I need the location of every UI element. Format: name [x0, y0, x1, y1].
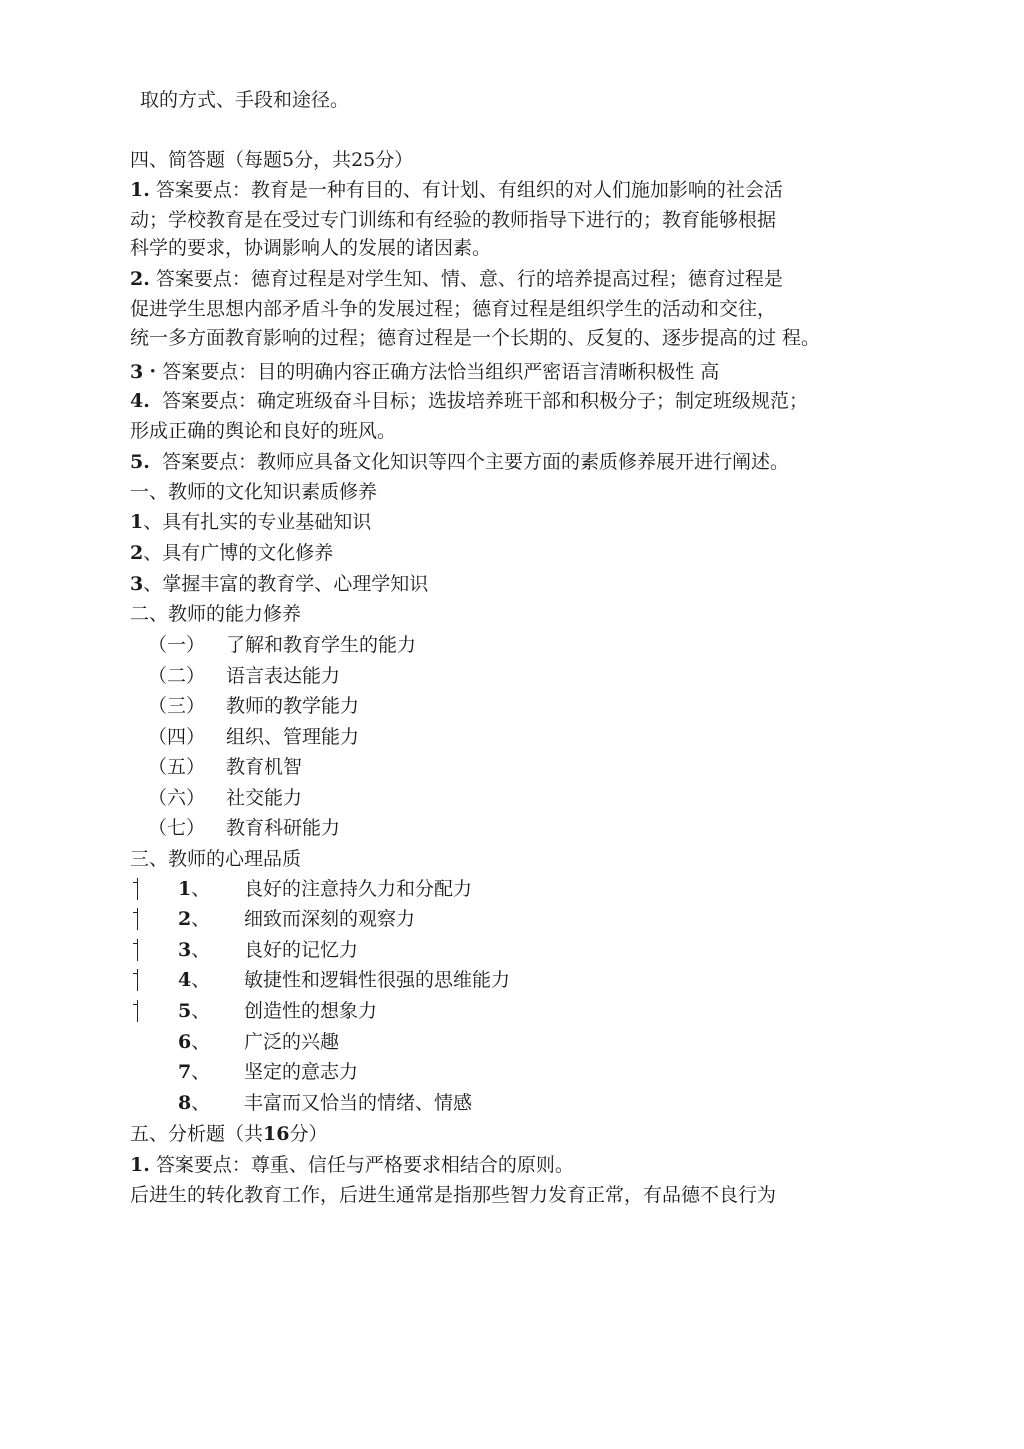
part-title: 一、教师的文化知识素质修养: [130, 481, 378, 503]
ability-mark: （三）: [148, 695, 206, 717]
list-item: [130, 510, 371, 534]
item-number: 5.: [130, 451, 150, 473]
ability-mark: （二）: [148, 665, 206, 687]
ability-text: 教育机智: [226, 756, 303, 778]
quality-number: 7、: [178, 1061, 211, 1083]
answer-text: 答案要点：教师应具备文化知识等四个主要方面的素质修养展开进行阐述。: [161, 451, 789, 473]
text-line: 取的方式、手段和途径。: [140, 89, 350, 111]
quality-number: 5、: [178, 1000, 211, 1022]
quality-number: 1、: [178, 878, 211, 900]
ability-mark: （四）: [148, 726, 206, 748]
ability-text: 教师的教学能力: [226, 695, 360, 717]
ability-text: 组织、管理能力: [226, 726, 360, 748]
quality-text: 良好的注意持久力和分配力: [244, 878, 473, 900]
quality-text: 良好的记忆力: [244, 939, 359, 961]
answer-line: 促进学生思想内部矛盾斗争的发展过程；德育过程是组织学生的活动和交往，: [130, 298, 777, 320]
quality-text: 坚定的意志力: [244, 1061, 359, 1083]
item-number: 4.: [130, 390, 150, 412]
answer-line: 后进生的转化教育工作，后进生通常是指那些智力发育正常，有品德不良行为: [130, 1184, 777, 1206]
quality-number: 8、: [178, 1092, 211, 1114]
answer-line: [130, 360, 719, 384]
answer-text: 答案要点：德育过程是对学生知、情、意、行的培养提高过程；德育过程是: [155, 268, 783, 290]
bracket-mark-icon: [133, 969, 143, 991]
answer-line: [130, 1153, 574, 1177]
quality-text: 广泛的兴趣: [244, 1031, 340, 1053]
part-title: 二、教师的能力修养: [130, 603, 302, 625]
ability-text: 教育科研能力: [226, 817, 341, 839]
item-number: 1.: [130, 179, 150, 201]
item-text: 、掌握丰富的教育学、心理学知识: [143, 573, 429, 595]
answer-text: 答案要点：尊重、信任与严格要求相结合的原则。: [155, 1154, 574, 1176]
quality-number: 4、: [178, 969, 211, 991]
item-number: 1.: [130, 1154, 150, 1176]
bracket-mark-icon: [133, 908, 143, 930]
quality-number: 6、: [178, 1031, 211, 1053]
answer-line: [130, 267, 783, 291]
answer-line: 统一多方面教育影响的过程；德育过程是一个长期的、反复的、逐步提高的过 程。: [130, 327, 821, 349]
section-title: 四、简答题（每题5分，共25分）: [130, 149, 414, 171]
item-text: 、具有扎实的专业基础知识: [143, 511, 372, 533]
ability-text: 了解和教育学生的能力: [226, 634, 417, 656]
answer-text: 答案要点：教育是一种有目的、有计划、有组织的对人们施加影响的社会活: [155, 179, 783, 201]
bracket-mark-icon: [133, 878, 143, 900]
answer-line: 动；学校教育是在受过专门训练和有经验的教师指导下进行的；教育能够根据: [130, 209, 777, 231]
answer-line: [130, 178, 783, 202]
answer-line: [130, 450, 789, 474]
list-item: [130, 572, 428, 596]
item-number: 2.: [130, 268, 150, 290]
quality-text: 细致而深刻的观察力: [244, 908, 416, 930]
quality-text: 创造性的想象力: [244, 1000, 378, 1022]
ability-mark: （五）: [148, 756, 206, 778]
part-title: 三、教师的心理品质: [130, 848, 302, 870]
quality-number: 2、: [178, 908, 211, 930]
item-number: 1: [130, 511, 144, 533]
answer-line: [130, 389, 808, 413]
item-number: 3: [130, 573, 144, 595]
ability-text: 语言表达能力: [226, 665, 341, 687]
ability-text: 社交能力: [226, 787, 303, 809]
ability-mark: （一）: [148, 634, 206, 656]
bracket-mark-icon: [133, 939, 143, 961]
item-number: 2: [130, 542, 144, 564]
answer-line: 形成正确的舆论和良好的班风。: [130, 420, 397, 442]
ability-mark: （七）: [148, 817, 206, 839]
item-text: 、具有广博的文化修养: [143, 542, 334, 564]
ability-mark: （六）: [148, 787, 206, 809]
item-number: 3: [130, 361, 144, 383]
answer-text: 答案要点：确定班级奋斗目标；选拔培养班干部和积极分子；制定班级规范；: [161, 390, 808, 412]
quality-number: 3、: [178, 939, 211, 961]
answer-text: ・答案要点：目的明确内容正确方法恰当组织严密语言清晰积极性 高: [143, 361, 720, 383]
section-title: 五、分析题（共16分）: [130, 1123, 328, 1145]
quality-text: 丰富而又恰当的情绪、情感: [244, 1092, 473, 1114]
bracket-mark-icon: [133, 1000, 143, 1022]
list-item: [130, 541, 333, 565]
quality-text: 敏捷性和逻辑性很强的思维能力: [244, 969, 511, 991]
answer-line: 科学的要求，协调影响人的发展的诸因素。: [130, 237, 492, 259]
